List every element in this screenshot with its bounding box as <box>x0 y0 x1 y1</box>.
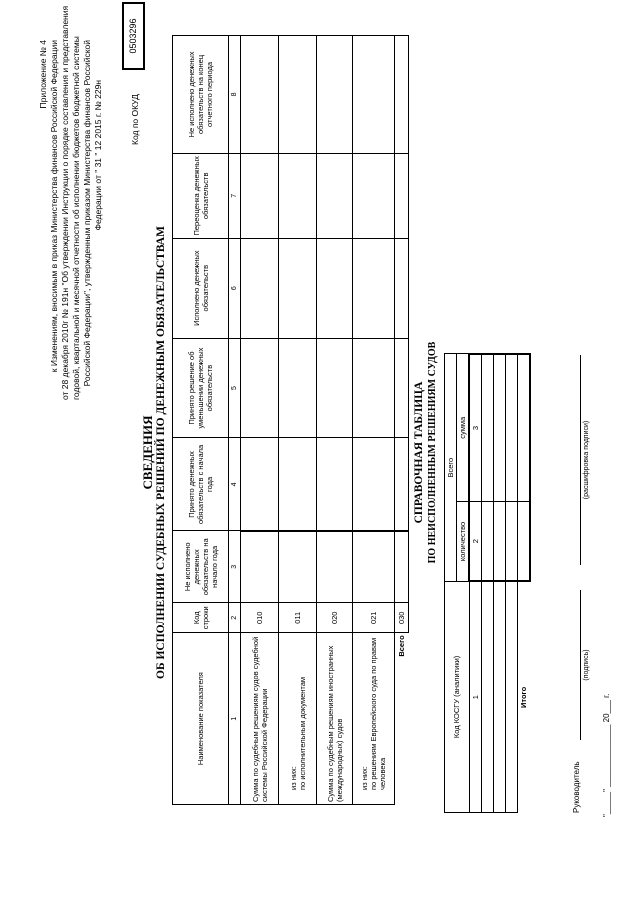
ref-header-sum: сумма <box>457 354 470 502</box>
value-cell[interactable] <box>395 36 409 154</box>
value-cell[interactable] <box>395 238 409 338</box>
col-number: 4 <box>229 438 241 531</box>
total-row <box>395 36 409 805</box>
col-number: 5 <box>229 338 241 438</box>
value-cell[interactable] <box>317 438 353 531</box>
ref-cell[interactable] <box>494 581 506 812</box>
ref-cell[interactable] <box>482 502 494 582</box>
ref-col-number: 2 <box>469 502 482 582</box>
header-indicator-name: Наименование показателя <box>173 633 229 805</box>
table-row <box>506 354 518 813</box>
row-name: из них: по исполнительным документам <box>279 633 317 805</box>
decode-signature-line[interactable] <box>580 355 581 565</box>
date-field[interactable]: "_____" ______________ 20___ г. <box>602 693 611 817</box>
table-row <box>279 36 317 805</box>
ref-cell[interactable] <box>494 354 506 502</box>
appendix-date-line: Федерации от " 31 " 12 2015 г. № 229н <box>93 80 103 231</box>
table-row <box>494 354 506 813</box>
appendix-line: Приложение № 4 <box>38 40 48 109</box>
ref-cell[interactable] <box>518 354 530 502</box>
signature-line[interactable] <box>580 590 581 740</box>
row-code: 010 <box>241 603 279 633</box>
appendix-line: годовой, квартальной и месячной отчетности об исполнении бюджетов бюджетной системы <box>71 36 81 400</box>
value-cell[interactable] <box>395 531 409 603</box>
value-cell[interactable] <box>279 238 317 338</box>
value-cell[interactable] <box>279 531 317 603</box>
row-name: Сумма по судебным решениям иностранных (международных) судов <box>317 633 353 805</box>
value-cell[interactable] <box>353 438 395 531</box>
value-cell[interactable] <box>279 153 317 238</box>
header-accepted-since-start: Принято денежных обязательств с начала года <box>173 438 229 531</box>
header-unfulfilled-start: Не исполнено денежных обязательств на начало года <box>173 531 229 603</box>
col-number: 3 <box>229 531 241 603</box>
header-unfulfilled-end: Не исполнено денежных обязательств на конец отчетного периода <box>173 36 229 154</box>
value-cell[interactable] <box>279 338 317 438</box>
ref-table-title: СПРАВОЧНАЯ ТАБЛИЦА <box>413 381 425 524</box>
decode-signature-caption: (расшифровка подписи) <box>583 420 590 500</box>
ref-total-row <box>518 354 530 813</box>
value-cell[interactable] <box>241 338 279 438</box>
appendix-line: к Изменениям, вносимым в приказ Министерства финансов Российской Федерации <box>49 40 59 373</box>
row-code: 011 <box>279 603 317 633</box>
col-number: 8 <box>229 36 241 154</box>
value-cell[interactable] <box>241 153 279 238</box>
header-reduction-decision: Принято решение об уменьшении денежных обязательств <box>173 338 229 438</box>
ref-cell[interactable] <box>506 354 518 502</box>
value-cell[interactable] <box>279 438 317 531</box>
table-row <box>317 36 353 805</box>
value-cell[interactable] <box>241 238 279 338</box>
value-cell[interactable] <box>317 153 353 238</box>
total-label: Всего <box>395 633 409 805</box>
ref-col-number: 3 <box>469 354 482 502</box>
row-name: из них: по решениям Европейского суда по правам человека <box>353 633 395 805</box>
ref-cell[interactable] <box>506 502 518 582</box>
value-cell[interactable] <box>241 438 279 531</box>
ref-cell[interactable] <box>482 581 494 812</box>
value-cell[interactable] <box>353 238 395 338</box>
value-cell[interactable] <box>353 531 395 603</box>
value-cell[interactable] <box>241 36 279 154</box>
form-title: СВЕДЕНИЯ <box>140 415 155 490</box>
value-cell[interactable] <box>279 36 317 154</box>
ref-header-kosgu: Код КОСГУ (аналитики) <box>445 581 470 812</box>
value-cell[interactable] <box>317 36 353 154</box>
col-number: 1 <box>229 633 241 805</box>
ref-cell[interactable] <box>482 354 494 502</box>
ref-header-total: Всего <box>445 354 457 581</box>
signature-caption: (подпись) <box>583 649 590 681</box>
col-number: 6 <box>229 238 241 338</box>
ref-table-subtitle: ПО НЕИСПОЛНЕННЫМ РЕШЕНИЯМ СУДОВ <box>427 341 438 564</box>
row-code: 020 <box>317 603 353 633</box>
form-subtitle: ОБ ИСПОЛНЕНИИ СУДЕБНЫХ РЕШЕНИЙ ПО ДЕНЕЖНЫМ ОБЯЗАТЕЛЬСТВАМ <box>155 226 167 679</box>
ref-cell[interactable] <box>518 502 530 582</box>
reference-table <box>444 353 531 813</box>
value-cell[interactable] <box>241 531 279 603</box>
header-fulfilled: Исполнено денежных обязательств <box>173 238 229 338</box>
row-name: Сумма по судебным решениям судов судебной системы Российской Федерации <box>241 633 279 805</box>
ref-cell[interactable] <box>494 502 506 582</box>
value-cell[interactable] <box>317 338 353 438</box>
appendix-line: Российской Федерации", утвержденным приказом Министерства финансов Российской <box>82 40 92 387</box>
value-cell[interactable] <box>353 153 395 238</box>
okud-code-box: 0503296 <box>122 2 145 70</box>
ref-total-label: Итого <box>519 686 529 708</box>
ref-header-quantity: количество <box>457 502 470 582</box>
ref-cell[interactable] <box>506 581 518 812</box>
table-row <box>482 354 494 813</box>
head-label: Руководитель <box>572 761 581 813</box>
value-cell[interactable] <box>353 338 395 438</box>
total-code: 030 <box>395 603 409 633</box>
value-cell[interactable] <box>317 531 353 603</box>
value-cell[interactable] <box>395 338 409 438</box>
header-revaluation: Переоценка денежных обязательств <box>173 153 229 238</box>
col-number: 2 <box>229 603 241 633</box>
value-cell[interactable] <box>395 438 409 531</box>
row-code: 021 <box>353 603 395 633</box>
main-table <box>172 35 409 805</box>
okud-label: Код по ОКУД <box>130 94 140 145</box>
value-cell[interactable] <box>395 153 409 238</box>
appendix-line: от 28 декабря 2010г № 191н "Об утверждении Инструкции о порядке составления и представления <box>60 5 70 400</box>
value-cell[interactable] <box>353 36 395 154</box>
value-cell[interactable] <box>317 238 353 338</box>
table-row <box>241 36 279 805</box>
appendix-block <box>38 5 104 400</box>
col-number: 7 <box>229 153 241 238</box>
table-row <box>353 36 395 805</box>
ref-col-number: 1 <box>469 581 482 812</box>
header-row-code: Код строки <box>173 603 229 633</box>
